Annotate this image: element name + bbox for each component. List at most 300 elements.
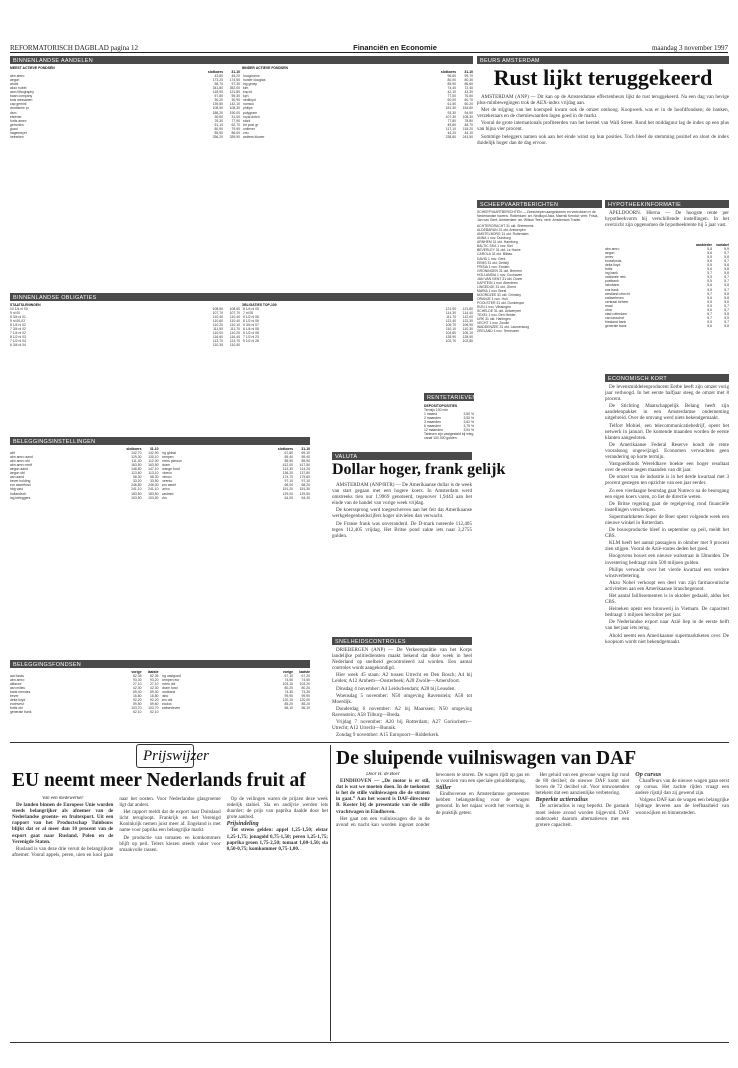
- table-cell-value: 154,60: [462, 106, 473, 111]
- table-cell-name: ahold: [10, 82, 19, 87]
- section-obligaties: BINNENLANDSE OBLIGATIES: [10, 293, 473, 301]
- table-cell-name: asn milieu: [10, 686, 26, 691]
- table-cell-name: baan company: [10, 94, 33, 99]
- table-cell-name: rabobank: [605, 283, 620, 288]
- table-column: [243, 70, 473, 139]
- scheepvaart-line: SCHELDE 31 okt. Antwerpen: [477, 309, 522, 314]
- table-cell-name: 8 1/2 nl 06: [243, 319, 259, 324]
- table-cell-value: 183,50: [131, 491, 142, 496]
- table-cell-value: 58,30: [133, 475, 142, 480]
- economisch-kort-item: De bouwproductie bleef in september op peil, meldt het CBS.: [605, 527, 729, 540]
- table-cell-name: royal dutch: [243, 114, 260, 119]
- table-cell-value: 60,70: [464, 98, 473, 103]
- table-cell-value: 107,70: [229, 311, 240, 316]
- table-cell-name: 2 maanden: [424, 416, 441, 421]
- eu-lead: De landen binnen de Europese Unie worden steeds belangrijker als afnemer van de Nederlandse groente- en fruitexport. Uit een rapport van het Productschap Tuinbouw blijkt dat er al meer dan 10 procent van de export gaat naar Rusland, Polen en de Verenigde Staten.: [12, 802, 114, 845]
- daf-para: Chauffeurs van de nieuwe wagen gaan eerst op cursus. Het zachte rijden vraagt een andere rijstijl dan zij gewend zijn.: [635, 778, 729, 797]
- table-cell-value: 5,8: [724, 263, 729, 268]
- eu-prices: Tot strens gelden: appel 1,25-1,50; elstar 1,25-1,75; jonagold 0,75-1,50; peren 1,25-1,75; paprika groen 1,75-2,50; tomaat 1,00-1,50; sla 0,50-0,75; komkommer 0,75-1,00.: [226, 827, 328, 852]
- beurs-para: Vooral de grote internationals profiteerden van het herstel van Wall Street. Rond het middaguur lag de index op een plus van bijna vier procent.: [477, 120, 729, 133]
- table-cell-value: 5,7: [724, 319, 729, 324]
- table-cell-value: 113,30: [282, 467, 293, 472]
- table-cell-value: 78,80: [464, 118, 473, 123]
- table-cell-name: asm lithography: [10, 90, 34, 95]
- table-cell-value: 116,60: [212, 335, 223, 340]
- daf-para: Volgens DAF kan de wagen een belangrijke bijdrage leveren aan de leefbaarheid van woonwijken en binnensteden.: [635, 797, 729, 816]
- table-cell-value: 163,50: [148, 463, 159, 468]
- daf-lead: EINDHOVEN — „De motor is er stil, dat is wat we moeten doen. In de toekomst is het de stille vuilniswagen die de straten in gaat.” Aan het woord is DAF-directeur B. Koster bij de presentatie van de stille vrachtwagen in Eindhoven.: [336, 778, 430, 815]
- valuta-para: De koerssprong werd toegeschreven aan het feit dat Amerikaanse werkgelegenheidscijfers hoger uitvielen dan verwacht.: [332, 507, 472, 520]
- scheepvaart-line: CAROLA 31 okt. Bilbao: [477, 252, 513, 257]
- table-cell-value: 5,7: [707, 311, 712, 316]
- scheepvaart-line: ACHTERGRACHT 31 okt. Sheerness: [477, 224, 534, 229]
- table-cell-value: 190,00: [229, 110, 240, 115]
- table-cell-name: westland utrecht: [605, 291, 630, 296]
- table-cell-value: 105,10: [462, 331, 473, 336]
- table-cell-value: 107,70: [212, 311, 223, 316]
- table-cell-value: 120,10: [282, 698, 293, 703]
- table-cell-value: 118,20: [462, 126, 473, 131]
- table-cell-value: 5,5: [707, 255, 712, 260]
- table-cell-value: 82,35: [150, 674, 159, 679]
- table-cell-name: ing beleggers: [10, 495, 31, 500]
- table-cell-value: 110,40: [212, 315, 223, 320]
- economisch-kort-item: De Amerikaanse Federal Reserve houdt de rente vooralsnog ongewijzigd. Economen verwachten geen verandering op korte termijn.: [605, 441, 729, 461]
- snelheid-para: Hier week 45 staan: A2 tussen Utrecht en Den Bosch; A4 bij Leiden; A12 Arnhem—Oosterbeek; A28 Zwolle—Amersfoort.: [332, 672, 472, 685]
- table-cell-value: 16,80: [150, 694, 159, 699]
- eu-para: De productie van tomaten en komkommers blijft op peil. Telers kiezen steeds vaker voor smaakvolle rassen.: [119, 834, 221, 853]
- table-cell-name: 7 1/4 nl 02: [10, 331, 26, 336]
- table-cell-name: klm: [243, 86, 249, 91]
- eu-para: Het rapport meldt dat de export naar Duitsland licht terugloopt. Frankrijk en het Verenigd Koninkrijk nemen juist meer af. Engeland is met name voor paprika een belangrijke markt.: [119, 809, 221, 834]
- table-cell-name: bouwfonds: [605, 259, 622, 264]
- table-cell-name: 7 nl 05: [243, 311, 254, 316]
- table-cell-name: hunter douglas: [243, 78, 266, 83]
- scheepvaart-line: NOORDZEE 31 okt. Grimsby: [477, 292, 521, 297]
- economisch-kort-item: De omzet van de industrie is in het derde kwartaal met 3 procent gestegen ten opzichte van een jaar eerder.: [605, 474, 729, 487]
- table-cell-value: 112,00: [148, 459, 159, 464]
- table-cell-value: 106,70: [445, 323, 456, 328]
- table-cell-name: 12 maanden: [424, 428, 443, 433]
- table-cell-value: 67,80: [284, 451, 293, 456]
- table-cell-value: 77,80: [447, 118, 456, 123]
- table-cell-name: amev: [605, 255, 614, 260]
- table-cell-name: vnu: [243, 130, 249, 135]
- table-cell-value: 48,70: [464, 122, 473, 127]
- daf-subhead-actieradius: Beperkte actieradius: [535, 796, 588, 804]
- table-cell-value: 30,90: [231, 98, 240, 103]
- table-cell-value: 97,10: [284, 479, 293, 484]
- table-cell-name: van lanschot: [605, 315, 625, 320]
- eu-headline: EU neemt meer Nederlands fruit af: [12, 770, 306, 791]
- table-cell-name: sns bank: [605, 287, 619, 292]
- table-cell-value: 113,60: [131, 471, 142, 476]
- beurs-headline: Rust lijkt teruggekeerd: [493, 65, 713, 90]
- table-cell-name: nationale ned.: [605, 275, 627, 280]
- table-cell-value: 31-10: [301, 447, 310, 451]
- table-cell-value: 99,70: [464, 74, 473, 79]
- daf-byline: Door H. de Boer: [366, 772, 400, 777]
- table-cell-value: 111,70: [446, 315, 456, 320]
- table-cell-name: fortis obl: [10, 706, 23, 711]
- table-cell-name: dsm: [10, 110, 17, 115]
- table-cell-value: 142,70: [131, 451, 142, 456]
- table-cell-value: 64,40: [301, 495, 310, 500]
- scheepvaart-line: ALDEBARAN 31 okt. Antwerpen: [477, 228, 526, 233]
- eu-body: [12, 796, 328, 1040]
- table-cell-value: 68,20: [301, 483, 310, 488]
- table-cell-name: hollandsch: [10, 491, 27, 496]
- table-cell-value: 151,30: [445, 106, 456, 111]
- table-cell-value: 69,40: [150, 690, 159, 695]
- table-cell-value: 110,40: [229, 315, 240, 320]
- table-cell-value: slotkoers: [126, 447, 142, 451]
- table-cell-value: 30,60: [214, 114, 223, 119]
- table-cell-value: 117,10: [445, 126, 456, 131]
- scheepvaart-line: RIJN 1 nov. Vlissingen: [477, 305, 511, 310]
- table-cell-value: 163,50: [131, 463, 142, 468]
- scheepvaart-line: POOLSTER 31 okt. Dunkerque: [477, 301, 525, 306]
- scheepvaart-line: ORANJE 1 nov. Hull: [477, 296, 508, 301]
- table-cell-value: 417,50: [299, 463, 310, 468]
- table-cell-value: 67,10: [284, 674, 293, 679]
- obligaties-columns: [10, 307, 473, 347]
- snelheid-para: Zondag 9 november: A15 Europoort—Ridderkerk.: [336, 732, 440, 739]
- daf-subhead-cursus: Op cursus: [635, 772, 662, 778]
- masthead-date: maandag 3 november 1997: [651, 44, 728, 52]
- table-cell-name: aal-fonds: [10, 674, 24, 679]
- table-cell-value: 5,6: [707, 295, 712, 300]
- table-cell-value: 93,30: [133, 678, 142, 683]
- table-cell-value: 45,20: [231, 74, 240, 79]
- table-cell-value: 5,8: [724, 311, 729, 316]
- economisch-kort-item: De Britse regering gaat de regelgeving rond financiële instellingen verscherpen.: [605, 500, 729, 513]
- scheepvaart-line: KAPITEIN 1 nov. Aberdeen: [477, 280, 518, 285]
- table-cell-value: 102,70: [445, 339, 456, 344]
- hypo-intro: [605, 210, 729, 242]
- table-cell-name: rabo: [161, 694, 169, 699]
- daf-headline: De sluipende vuilniswagen van DAF: [336, 748, 637, 769]
- table-cell-name: 5 1/2 nl 28: [243, 339, 259, 344]
- table-cell-value: 77,00: [447, 94, 456, 99]
- table-cell-value: 114,40: [462, 311, 473, 316]
- table-cell-name: 5 3/4 nl 07: [243, 323, 259, 328]
- table-cell-value: 62,10: [150, 710, 159, 715]
- table-cell-value: 5,5: [707, 303, 712, 308]
- table-cell-value: 5,6: [707, 307, 712, 312]
- table-cell-name: ing global: [161, 451, 177, 456]
- table-cell-name: wolters kluwer: [243, 134, 265, 139]
- table-cell-value: 103,10: [282, 682, 293, 687]
- fondsen-table: [10, 670, 310, 742]
- table-cell-value: 173,20: [212, 78, 223, 83]
- snelheid-body: [332, 647, 472, 743]
- table-cell-value: 5,7: [724, 275, 729, 280]
- beurs-para: AMSTERDAM (ANP) — Dit kan op de Amsterdamse effectenbeurs lijkt de rust teruggekeerd. Na een dag van hevige plus-minbewegingen trok de AEX-index vrijdag aan.: [477, 94, 729, 107]
- table-cell-name: orange fund: [161, 467, 180, 472]
- scheepvaart-line: AMSTELBORG 31 okt. Rotterdam: [477, 232, 529, 237]
- section-valuta: VALUTA: [332, 452, 472, 460]
- instellingen-table: [10, 447, 310, 657]
- table-cell-name: dordtsche pr: [10, 106, 29, 111]
- table-cell-value: 92,20: [133, 698, 142, 703]
- table-cell-value: 16,80: [133, 694, 142, 699]
- masthead-left: REFORMATORISCH DAGBLAD pagina 12: [10, 44, 139, 52]
- table-cell-value: 57,30: [231, 82, 240, 87]
- table-cell-value: 5,6: [724, 299, 729, 304]
- table-cell-value: 96,60: [447, 74, 456, 79]
- table-cell-name: getronics: [10, 122, 24, 127]
- table-cell-value: 129,50: [299, 491, 310, 496]
- table-cell-name: postbank: [605, 279, 619, 284]
- table-cell-name: kpn: [243, 94, 249, 99]
- table-cell-value: 97,10: [301, 479, 310, 484]
- table-cell-value: 80,20: [284, 686, 293, 691]
- table-cell-name: friesland bank: [605, 319, 627, 324]
- table-cell-name: 9 nl 00: [10, 311, 21, 316]
- table-cell-name: 1 maand: [424, 412, 438, 417]
- scheepvaart-lines: [477, 224, 602, 333]
- scheepvaart-list: [477, 210, 602, 742]
- eu-prices-title: Prijsindeling: [226, 821, 259, 828]
- daf-para: Eindhovense en Amsterdamse gemeenten hebben belangstelling voor de wagen getoond. In het najaar wordt het voertuig in de praktijk getest.: [435, 791, 530, 816]
- table-cell-value: 49,80: [447, 122, 456, 127]
- economisch-kort-item: Vastgoedfonds Wereldhave boekte een hoger resultaat over de eerste negen maanden van dit jaar.: [605, 461, 729, 474]
- table-cell-name: rorento: [161, 479, 173, 484]
- table-cell-value: 5,8: [724, 323, 729, 328]
- table-cell-value: 85,50: [214, 130, 223, 135]
- table-cell-value: 74,50: [284, 678, 293, 683]
- hypo-rows: [605, 243, 729, 328]
- table-cell-name: 3 maanden: [424, 420, 441, 425]
- table-cell-value: 77,90: [231, 118, 240, 123]
- table-cell-value: 129,00: [282, 491, 293, 496]
- table-cell-name: centraal beheer: [605, 299, 629, 304]
- obligaties-subtitle-2: OBLIGATIES TOP-100: [241, 303, 277, 307]
- valuta-para: De Franse frank was onveranderd. De D-mark noteerde 112,405 tegen 112,405 vrijdag. Het Britse pond zakte iets naar 3,2755 gulden.: [332, 520, 472, 539]
- fondsen-columns: [10, 670, 310, 715]
- table-cell-name: abn amro: [605, 247, 620, 252]
- table-cell-value: 5,7: [724, 287, 729, 292]
- table-cell-value: 43,30: [464, 90, 473, 95]
- economisch-kort-item: Zo een vierdaagse beursdag gaat Nutreco na de beursgang een eigen koers varen, zo liet de directie weten.: [605, 487, 729, 500]
- table-cell-value: 103,20: [299, 682, 310, 687]
- table-cell-value: 5,7: [724, 251, 729, 256]
- divider: [10, 1042, 729, 1043]
- table-cell-value: 86,60: [464, 82, 473, 87]
- economisch-kort-item: Supermarktketen Super de Boer opent volgende week een nieuwe winkel in Rotterdam.: [605, 513, 729, 526]
- table-column: [10, 447, 159, 500]
- table-cell-value: 111,40: [131, 459, 142, 464]
- table-cell-name: bever: [10, 694, 19, 699]
- scheepvaart-line: LINGEDIJK 31 okt. Ghent: [477, 284, 516, 289]
- table-cell-name: stad rotterdam: [605, 311, 627, 316]
- table-cell-value: 113,10: [148, 471, 159, 476]
- table-cell-name: 6 3/4 nl 04: [10, 343, 26, 348]
- valuta-para: AMSTERDAM (ANP/RTR) — De Amerikaanse dollar is de week van start gegaan met een hogere koers. In Amsterdam werd omstreeks tien uur 1,9969 genoteerd, tegenover 1,9443 aan het einde van de handel van vorige week vrijdag.: [332, 482, 472, 507]
- table-cell-value: 341,80: [212, 86, 223, 91]
- table-cell-name: rolinco: [161, 475, 172, 480]
- table-cell-value: 108,60: [212, 307, 223, 312]
- obligaties-table: [10, 303, 473, 435]
- table-cell-value: 238,80: [445, 134, 456, 139]
- table-cell-value: 61,10: [214, 122, 223, 127]
- table-cell-value: 107,30: [445, 114, 456, 119]
- table-cell-value: 31-10: [464, 70, 473, 75]
- table-cell-value: slotkoers: [277, 447, 293, 451]
- table-cell-value: 64,00: [284, 495, 293, 500]
- table-cell-name: fortis amev: [10, 118, 27, 123]
- scheepvaart-line: WADDENZEE 31 okt. Lauwersoog: [477, 325, 530, 330]
- table-cell-value: 241,10: [148, 487, 159, 492]
- table-cell-name: vhs: [161, 495, 167, 500]
- divider: [10, 742, 729, 743]
- table-cell-value: 27,10: [150, 682, 159, 687]
- table-cell-value: 5,7: [724, 303, 729, 308]
- aandelen-subtitle: MEEST ACTIEVE FONDSEN: [10, 66, 55, 70]
- table-cell-value: 59,40: [301, 455, 310, 460]
- table-cell-value: 80,00: [447, 78, 456, 83]
- table-cell-name: abf: [10, 451, 15, 456]
- hypo-intro-text: APELDOORN. Hierna — De hoogste rente per hypotheekvorm bij verschillende instellingen. In het overzicht zijn opgenomen de hypotheekrente bij 5 jaar vast.: [605, 210, 729, 229]
- table-cell-name: 9 nl 00-02: [10, 319, 26, 324]
- table-cell-name: 6 1/4 nl 08: [243, 327, 259, 332]
- table-cell-value: 110,40: [229, 319, 240, 324]
- table-cell-name: 7 3/4 nl 02: [10, 327, 26, 332]
- snelheid-para: Vrijdag 7 november: A20 bij Rotterdam; A27 Gorinchem—Utrecht; A12 Utrecht—Bunnik.: [332, 719, 472, 732]
- table-cell-value: slotkoers: [440, 70, 456, 75]
- table-cell-value: 110,30: [462, 327, 473, 332]
- table-cell-value: 5,8: [724, 291, 729, 296]
- table-cell-value: aanbieder: [695, 243, 712, 247]
- scheepvaart-line: ZEELAND 1 nov. Terneuzen: [477, 329, 520, 334]
- section-economisch-kort: ECONOMISCH KORT: [605, 374, 729, 382]
- table-cell-value: 243,50: [462, 134, 473, 139]
- table-cell-value: 33,50: [150, 479, 159, 484]
- table-cell-value: 5,6: [707, 323, 712, 328]
- table-cell-value: 58,30: [150, 475, 159, 480]
- table-cell-value: vorige: [131, 670, 142, 674]
- table-cell-value: 174,70: [282, 475, 293, 480]
- table-cell-value: 142,90: [148, 451, 159, 456]
- table-cell-value: 5,9: [724, 247, 729, 252]
- eu-para: Op de veilingen waren de prijzen deze week redelijk stabiel. Sla en andijvie werden iets duurder; de prijs van paprika daalde door het grote aanbod.: [226, 796, 328, 821]
- table-cell-name: generale bank: [10, 710, 32, 715]
- rente-rows: [424, 408, 474, 432]
- table-cell-value: 59,60: [150, 702, 159, 707]
- section-beleggingsfondsen: BELEGGINGSFONDSEN: [10, 660, 310, 668]
- table-cell-name: zwitserleven: [605, 295, 624, 300]
- table-cell-value: 74,30: [301, 690, 310, 695]
- table-cell-name: 7 1/2 nl 23: [243, 335, 259, 340]
- table-cell-value: 62,10: [133, 710, 142, 715]
- table-cell-name: delta lloyd: [10, 698, 26, 703]
- daf-para: De actieradius is nog beperkt. De gastank moet iedere avond worden bijgevuld. DAF onderzoekt daarom alternatieven met een grotere capaciteit.: [535, 803, 630, 828]
- table-cell-value: 42,30: [150, 686, 159, 691]
- table-cell-name: 8 1/4 nl 02: [10, 323, 26, 328]
- scheepvaart-line: JAN VAN GENT 31 okt. Dover: [477, 276, 523, 281]
- table-cell-value: 62,70: [231, 122, 240, 127]
- table-row: [243, 339, 473, 343]
- table-cell-value: variabel: [716, 243, 729, 247]
- eu-byline: Van een medewerker: [41, 796, 84, 801]
- table-cell-name: 8 1/2 nl 03: [10, 335, 26, 340]
- table-cell-value: 188,20: [212, 110, 223, 115]
- table-cell-value: 118,90: [212, 90, 223, 95]
- table-cell-value: 110,10: [229, 323, 240, 328]
- table-cell-name: abn amro: [10, 678, 25, 683]
- table-cell-value: 128,90: [445, 335, 456, 340]
- economisch-kort-item: Hoogovens bouwt een nieuwe walsstraat in IJmuiden. De investering bedraagt ruim 500 miljoen gulden.: [605, 553, 729, 566]
- table-cell-name: robeco: [161, 471, 172, 476]
- table-cell-value: 5,5: [707, 319, 712, 324]
- prijswijzer-label: Prijswijzer: [143, 748, 209, 764]
- table-cell-name: tnt post gr: [243, 122, 259, 127]
- section-hypotheekinformatie: HYPOTHEEKINFORMATIE: [605, 200, 729, 208]
- table-cell-value: 60,00: [447, 98, 456, 103]
- table-cell-value: 110,20: [229, 331, 240, 336]
- table-cell-value: 108,30: [229, 106, 240, 111]
- table-cell-value: 246,00: [148, 483, 159, 488]
- scheepvaart-line: FRISIA 1 nov. Emden: [477, 264, 510, 269]
- table-cell-value: 85,20: [301, 702, 310, 707]
- table-cell-name: aegon: [605, 251, 615, 256]
- section-snelheidscontroles: SNELHEIDSCONTROLES: [332, 637, 472, 645]
- table-cell-value: 5,6: [707, 251, 712, 256]
- rente-table: [424, 404, 474, 450]
- table-cell-value: 137,80: [299, 471, 310, 476]
- table-cell-value: 59,50: [133, 702, 142, 707]
- table-cell-value: 114,30: [445, 311, 456, 316]
- table-cell-value: 5,7: [724, 259, 729, 264]
- table-row: [10, 710, 159, 714]
- table-cell-value: 174,50: [229, 78, 240, 83]
- table-cell-name: triodos: [161, 702, 172, 707]
- table-cell-value: 5,8: [724, 295, 729, 300]
- table-cell-value: 336,20: [212, 134, 223, 139]
- table-cell-value: 121,90: [445, 307, 456, 312]
- table-cell-name: nedlloyd: [243, 98, 256, 103]
- table-cell-name: akzo nobel: [10, 86, 27, 91]
- table-row: [162, 496, 311, 500]
- section-beleggingsinstellingen: BELEGGINGSINSTELLINGEN: [10, 437, 310, 445]
- table-cell-name: ing bank: [605, 271, 618, 276]
- table-cell-value: 110,60: [212, 319, 223, 324]
- table-cell-name: zwitserleven: [161, 706, 181, 711]
- table-cell-value: 111,50: [213, 327, 223, 332]
- table-cell-value: 108,30: [462, 114, 473, 119]
- table-cell-name: 8 1/4 nl 05: [243, 307, 259, 312]
- table-cell-value: 139,80: [212, 102, 223, 107]
- masthead-section: Financiën en Economie: [353, 43, 437, 52]
- table-cell-value: 103,50: [148, 495, 159, 500]
- table-cell-name: postbank: [161, 690, 176, 695]
- table-cell-value: 3,50 %: [463, 412, 474, 417]
- scheepvaart-line: HOLLANDIA 1 nov. Cuxhaven: [477, 272, 523, 277]
- table-cell-value: 31-10: [231, 70, 240, 75]
- table-cell-value: 56,10: [284, 706, 293, 711]
- table-cell-value: 60,20: [464, 102, 473, 107]
- table-cell-value: 103,50: [131, 495, 142, 500]
- aandelen-subtitle-2: MINDER ACTIEVE FONDSEN: [241, 66, 288, 70]
- table-cell-value: 74,40: [447, 86, 456, 91]
- table-cell-value: 147,10: [148, 467, 159, 472]
- table-cell-name: unico: [161, 487, 170, 492]
- table-cell-name: bever holding: [10, 479, 31, 484]
- table-cell-value: 175,60: [299, 475, 310, 480]
- table-cell-name: unilever: [243, 126, 255, 131]
- rente-subtitle: DEPOSITOPOSITIES: [424, 404, 458, 408]
